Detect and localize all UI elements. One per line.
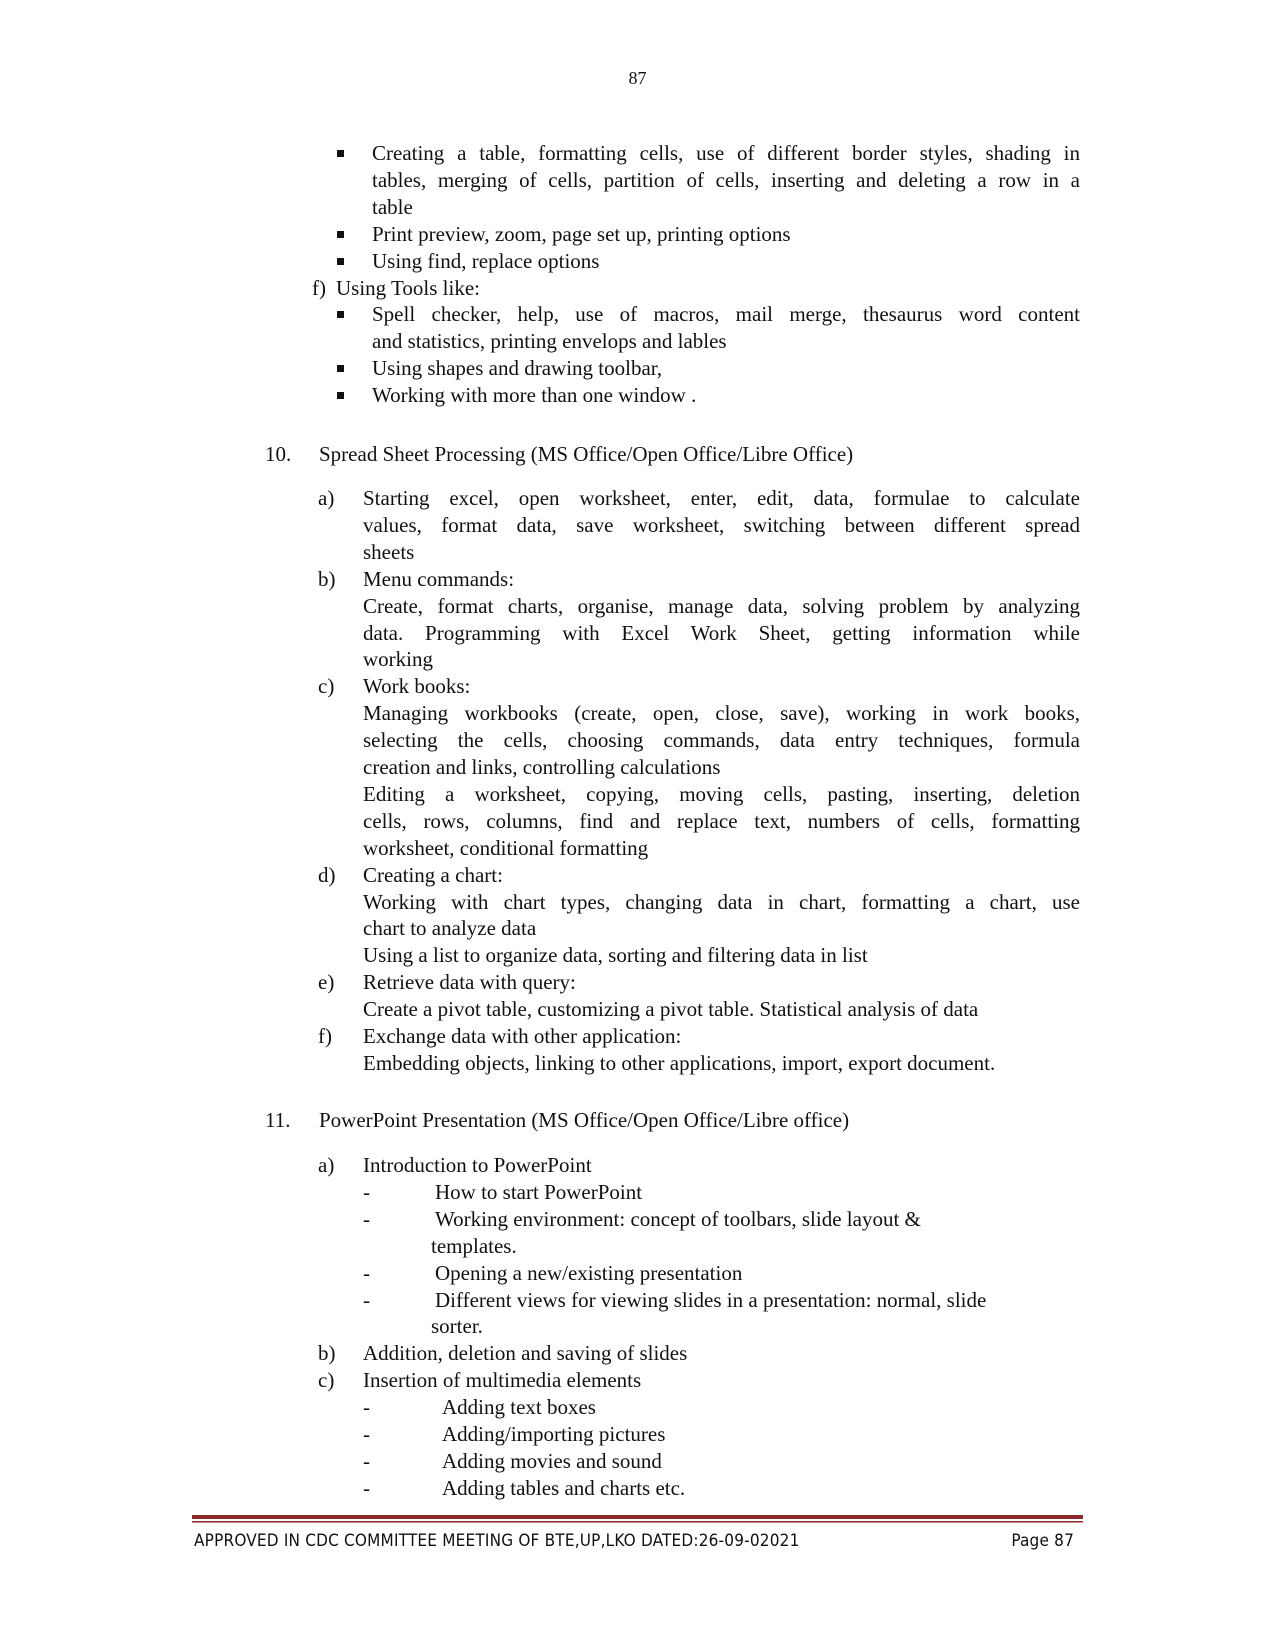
- bullet-item-line: tables, merging of cells, partition of cells, inserting and deleting a row in a: [372, 167, 1080, 192]
- sub-item-line: templates.: [431, 1233, 517, 1258]
- subsection-title: Using Tools like:: [336, 275, 480, 300]
- sub-item-line: How to start PowerPoint: [435, 1179, 643, 1204]
- list-item-line: Creating a chart:: [363, 862, 503, 887]
- sub-item-line: Adding tables and charts etc.: [442, 1475, 686, 1500]
- list-item-line: chart to analyze data: [363, 916, 537, 941]
- list-item-line: Introduction to PowerPoint: [363, 1153, 592, 1177]
- sub-item-line: Adding text boxes: [442, 1395, 596, 1420]
- list-item-line: Work books:: [363, 674, 471, 699]
- sub-item-line: Opening a new/existing presentation: [435, 1260, 743, 1285]
- bullet-item-line: table: [372, 194, 413, 219]
- list-marker: f): [318, 1024, 332, 1048]
- list-item-line: Working with chart types, changing data in chart, formatting a chart, use: [363, 889, 1080, 914]
- dash-marker: -: [363, 1260, 370, 1285]
- list-marker: d): [318, 862, 336, 887]
- list-marker: f): [312, 275, 326, 300]
- square-bullet-icon: [337, 231, 344, 238]
- list-item-line: Addition, deletion and saving of slides: [363, 1341, 688, 1366]
- list-item-line: Menu commands:: [363, 566, 515, 591]
- square-bullet-icon: [337, 150, 344, 157]
- list-marker: c): [318, 674, 335, 699]
- sub-item-line: Adding movies and sound: [442, 1448, 662, 1473]
- list-item-line: sheets: [363, 539, 415, 564]
- list-item-line: creation and links, controlling calculations: [363, 755, 721, 779]
- bullet-item-line: Using find, replace options: [372, 248, 600, 273]
- list-item-line: cells, rows, columns, find and replace text, numbers of cells, formatting: [363, 808, 1080, 833]
- dash-marker: -: [363, 1448, 370, 1473]
- sub-item-line: sorter.: [431, 1314, 483, 1339]
- square-bullet-icon: [337, 392, 344, 399]
- list-item-line: Exchange data with other application:: [363, 1024, 682, 1048]
- list-item-line: worksheet, conditional formatting: [363, 835, 649, 860]
- sub-item-line: Different views for viewing slides in a presentation: normal, slide: [435, 1287, 987, 1312]
- dash-marker: -: [363, 1179, 370, 1204]
- list-item-line: data. Programming with Excel Work Sheet, getting information while: [363, 620, 1080, 645]
- section-title: Spread Sheet Processing (MS Office/Open Office/Libre Office): [319, 442, 854, 466]
- square-bullet-icon: [337, 365, 344, 372]
- list-marker: a): [318, 486, 335, 510]
- list-item-line: Retrieve data with query:: [363, 970, 576, 995]
- list-item-line: Insertion of multimedia elements: [363, 1368, 642, 1393]
- footer-rule-thin: [192, 1521, 1083, 1523]
- square-bullet-icon: [337, 311, 344, 318]
- list-item-line: Editing a worksheet, copying, moving cells, pasting, inserting, deletion: [363, 781, 1080, 806]
- bullet-item-line: Print preview, zoom, page set up, printing options: [372, 221, 791, 246]
- list-item-line: values, format data, save worksheet, switching between different spread: [363, 512, 1080, 537]
- list-item-line: Create a pivot table, customizing a pivot table. Statistical analysis of data: [363, 997, 979, 1022]
- list-marker: e): [318, 970, 335, 995]
- list-marker: b): [318, 566, 336, 591]
- footer-approval-text: APPROVED IN CDC COMMITTEE MEETING OF BTE,UP,LKO DATED:26-09-02021: [194, 1531, 800, 1551]
- list-marker: c): [318, 1368, 335, 1393]
- dash-marker: -: [363, 1395, 370, 1420]
- footer-rule: [192, 1515, 1083, 1525]
- dash-marker: -: [363, 1206, 370, 1231]
- list-item-line: selecting the cells, choosing commands, data entry techniques, formula: [363, 728, 1080, 753]
- list-item-line: Managing workbooks (create, open, close, save), working in work books,: [363, 701, 1080, 726]
- list-item-line: Embedding objects, linking to other applications, import, export document.: [363, 1050, 996, 1075]
- sub-item-line: Adding/importing pictures: [442, 1422, 666, 1446]
- list-item-line: Starting excel, open worksheet, enter, edit, data, formulae to calculate: [363, 486, 1080, 510]
- list-item-line: Create, format charts, organise, manage data, solving problem by analyzing: [363, 593, 1080, 618]
- list-item-line: Using a list to organize data, sorting and filtering data in list: [363, 943, 868, 968]
- bullet-item-line: and statistics, printing envelops and lables: [372, 329, 727, 354]
- bullet-item-line: Working with more than one window .: [372, 383, 697, 408]
- bullet-item-line: Creating a table, formatting cells, use of different border styles, shading in: [372, 141, 1080, 165]
- section-number: 11.: [265, 1108, 291, 1132]
- footer-page-label: Page 87: [1011, 1531, 1074, 1551]
- section-title: PowerPoint Presentation (MS Office/Open Office/Libre office): [319, 1108, 850, 1132]
- sub-item-line: Working environment: concept of toolbars, slide layout &: [435, 1206, 921, 1231]
- footer-rule-thick: [192, 1515, 1083, 1519]
- dash-marker: -: [363, 1422, 370, 1446]
- list-item-line: working: [363, 647, 433, 672]
- list-marker: b): [318, 1341, 336, 1366]
- dash-marker: -: [363, 1475, 370, 1500]
- section-number: 10.: [265, 442, 292, 466]
- bullet-item-line: Spell checker, help, use of macros, mail merge, thesaurus word content: [372, 302, 1080, 327]
- bullet-item-line: Using shapes and drawing toolbar,: [372, 356, 663, 381]
- page-number-top: 87: [628, 68, 647, 88]
- list-marker: a): [318, 1153, 335, 1177]
- square-bullet-icon: [337, 258, 344, 265]
- dash-marker: -: [363, 1287, 370, 1312]
